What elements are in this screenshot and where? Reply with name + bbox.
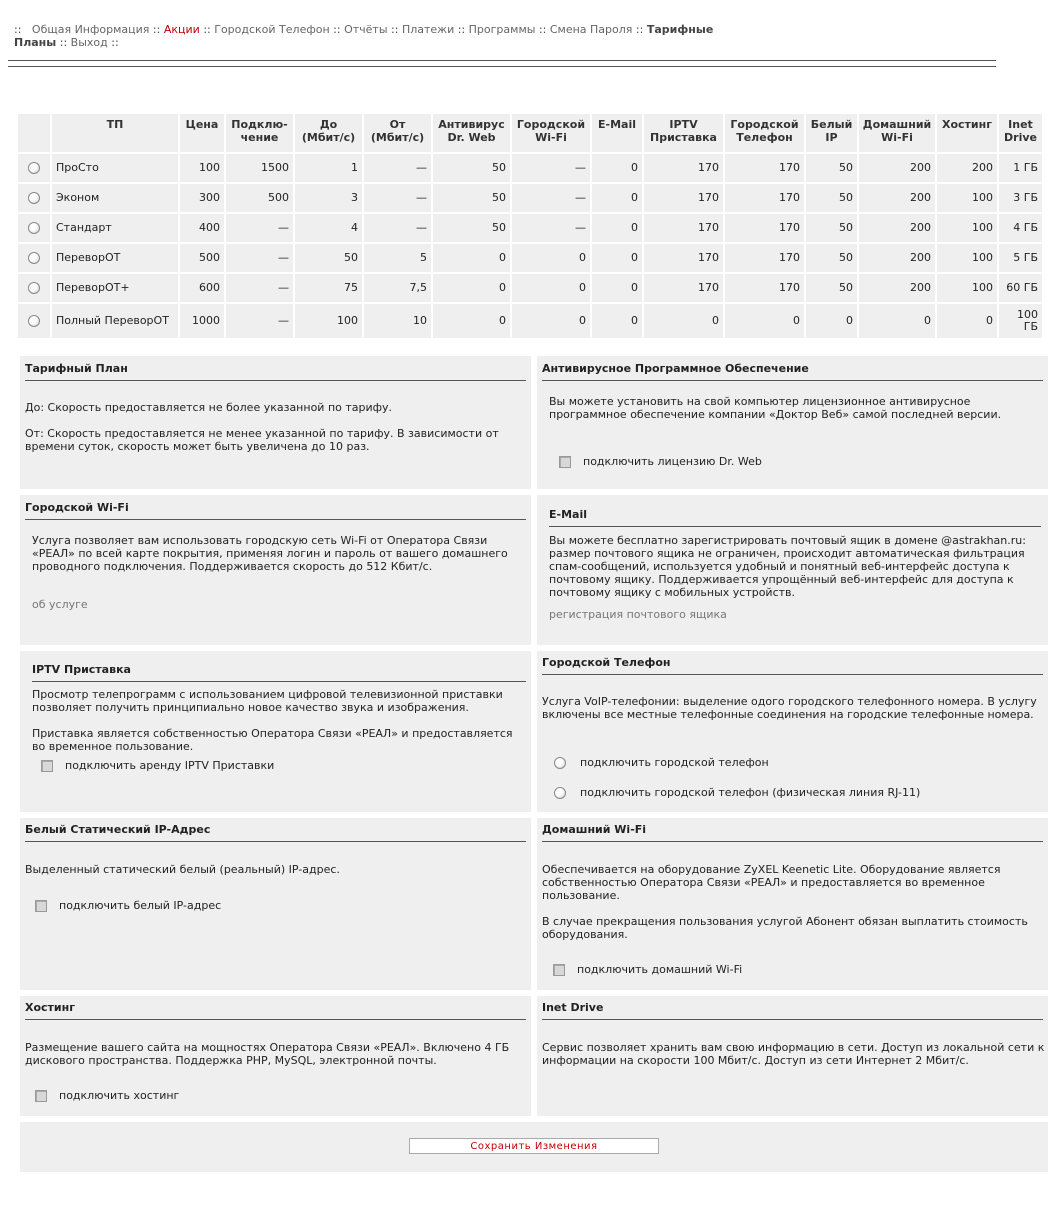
column-header-inet-drive: Inet Drive bbox=[999, 114, 1042, 152]
antivirus-panel bbox=[537, 356, 1048, 489]
save-panel bbox=[20, 1122, 1048, 1172]
nav-separator: :: bbox=[111, 36, 119, 49]
table-cell: 0 bbox=[512, 274, 590, 302]
column-header-home-wifi: Домашний Wi-Fi bbox=[859, 114, 935, 152]
city-wifi-panel bbox=[20, 495, 531, 645]
table-cell: 50 bbox=[806, 184, 857, 212]
email-panel bbox=[537, 495, 1048, 645]
tariff-radio[interactable] bbox=[28, 192, 40, 204]
top-navigation bbox=[14, 23, 744, 49]
table-cell: 100 bbox=[180, 154, 224, 182]
table-cell: 0 bbox=[512, 304, 590, 338]
tariff-radio[interactable] bbox=[28, 222, 40, 234]
table-cell: 50 bbox=[806, 244, 857, 272]
option-label: подключить аренду IPTV Приставки bbox=[65, 759, 275, 772]
panel-title: Тарифный План bbox=[25, 362, 526, 381]
table-row[interactable] bbox=[18, 304, 1042, 338]
row-select-cell bbox=[18, 184, 50, 212]
panel-title: Домашний Wi-Fi bbox=[542, 823, 1043, 842]
panel-title: Inet Drive bbox=[542, 1001, 1043, 1020]
column-header-select bbox=[18, 114, 50, 152]
nav-city-phone[interactable]: Городской Телефон bbox=[214, 23, 330, 36]
tariff-table bbox=[16, 112, 1044, 340]
table-cell: 0 bbox=[592, 274, 642, 302]
table-cell: 4 bbox=[295, 214, 362, 242]
iptv-panel bbox=[20, 651, 531, 812]
about-service-link[interactable]: об услуге bbox=[32, 598, 88, 611]
option-label: подключить белый IP-адрес bbox=[59, 899, 222, 912]
table-cell: 50 bbox=[433, 154, 510, 182]
nav-separator: :: bbox=[333, 23, 341, 36]
panel-text bbox=[25, 401, 525, 466]
nav-separator: :: bbox=[152, 23, 161, 36]
table-cell: 0 bbox=[725, 304, 804, 338]
table-cell: 170 bbox=[725, 184, 804, 212]
table-cell: 0 bbox=[592, 214, 642, 242]
table-cell: 0 bbox=[592, 154, 642, 182]
table-cell: — bbox=[512, 184, 590, 212]
table-cell: 50 bbox=[433, 184, 510, 212]
panel-title: Городской Wi-Fi bbox=[25, 501, 526, 520]
table-cell: — bbox=[226, 304, 293, 338]
nav-reports[interactable]: Отчёты bbox=[344, 23, 388, 36]
panel-text: Вы можете бесплатно зарегистрировать почтовый ящик в домене @astrakhan.ru: размер почтового ящика не ограничен, происходит автоматическая фильтрация спам-сообщений, используется удобный и понятный веб-интерфейс доступа к почтовому ящику. Поддерживается упрощённый веб-интерфейс для доступа к почтовому ящику с мобильных устройств. bbox=[549, 534, 1026, 599]
home-wifi-checkbox[interactable] bbox=[553, 964, 565, 976]
paragraph: Приставка является собственностью Оператора Связи «РЕАЛ» и предоставляется во временное пользование. bbox=[32, 727, 513, 753]
table-cell: 170 bbox=[644, 154, 723, 182]
nav-tariff-plans[interactable]: Тарифные Планы bbox=[14, 23, 714, 49]
panel-text: Выделенный статический белый (реальный) IP-адрес. bbox=[25, 863, 340, 876]
divider-line bbox=[8, 60, 996, 61]
table-cell: 1000 bbox=[180, 304, 224, 338]
table-cell: 3 ГБ bbox=[999, 184, 1042, 212]
table-cell: 4 ГБ bbox=[999, 214, 1042, 242]
table-header-row bbox=[18, 114, 1042, 152]
panel-title: E-Mail bbox=[549, 508, 1041, 527]
table-cell: — bbox=[364, 214, 431, 242]
panel-title: IPTV Приставка bbox=[32, 663, 526, 682]
panel-text: Услуга VoIP-телефонии: выделение одого городского телефонного номера. В услугу включены все местные телефонные соединения на городские телефонные номера. bbox=[542, 695, 1037, 721]
table-cell: 100 bbox=[937, 214, 997, 242]
table-cell: — bbox=[226, 274, 293, 302]
panel-title: Городской Телефон bbox=[542, 656, 1043, 675]
table-cell: 200 bbox=[937, 154, 997, 182]
table-cell: 50 bbox=[433, 214, 510, 242]
table-cell: 0 bbox=[592, 244, 642, 272]
table-cell: 50 bbox=[806, 214, 857, 242]
table-cell: 10 bbox=[364, 304, 431, 338]
nav-payments[interactable]: Платежи bbox=[401, 23, 455, 36]
table-cell: 170 bbox=[644, 214, 723, 242]
table-cell: 60 ГБ bbox=[999, 274, 1042, 302]
home-wifi-panel bbox=[537, 818, 1048, 990]
table-cell: 170 bbox=[644, 274, 723, 302]
white-ip-checkbox[interactable] bbox=[35, 900, 47, 912]
antivirus-option[interactable] bbox=[559, 455, 762, 468]
option-label: подключить лицензию Dr. Web bbox=[583, 455, 762, 468]
panel-text bbox=[32, 688, 526, 766]
table-row[interactable] bbox=[18, 244, 1042, 272]
table-cell: 170 bbox=[644, 184, 723, 212]
table-cell: 200 bbox=[859, 154, 935, 182]
table-cell: 0 bbox=[433, 304, 510, 338]
option-label: подключить городской телефон (физическая линия RJ-11) bbox=[580, 786, 921, 799]
table-cell: 0 bbox=[592, 184, 642, 212]
table-cell: 200 bbox=[859, 244, 935, 272]
inet-drive-panel bbox=[537, 996, 1048, 1116]
tariff-plan-panel bbox=[20, 356, 531, 489]
table-cell: 3 bbox=[295, 184, 362, 212]
nav-prefix: :: bbox=[14, 23, 22, 36]
table-cell: — bbox=[364, 184, 431, 212]
home-wifi-option[interactable] bbox=[553, 963, 742, 976]
column-header-iptv: IPTV Приставка bbox=[644, 114, 723, 152]
table-cell: 170 bbox=[725, 244, 804, 272]
table-cell: 0 bbox=[433, 244, 510, 272]
table-cell: 0 bbox=[512, 244, 590, 272]
table-row[interactable] bbox=[18, 154, 1042, 182]
table-cell: Стандарт bbox=[52, 214, 178, 242]
register-mailbox-link[interactable]: регистрация почтового ящика bbox=[549, 608, 727, 621]
hosting-option[interactable] bbox=[35, 1089, 179, 1102]
nav-separator: :: bbox=[538, 23, 547, 36]
table-cell: — bbox=[512, 154, 590, 182]
nav-logout[interactable]: Выход bbox=[70, 36, 108, 49]
panel-text: Услуга позволяет вам использовать городскую сеть Wi-Fi от Оператора Связи «РЕАЛ» по всей карте покрытия, применяя логин и пароль от вашего домашнего проводного подключения. Поддерживается скорость до 512 Кбит/с. bbox=[32, 534, 508, 573]
nav-separator: :: bbox=[457, 23, 466, 36]
table-cell: 1500 bbox=[226, 154, 293, 182]
table-cell: 400 bbox=[180, 214, 224, 242]
table-cell: 100 bbox=[937, 244, 997, 272]
table-cell: 170 bbox=[725, 214, 804, 242]
row-select-cell bbox=[18, 244, 50, 272]
table-cell: ПроСто bbox=[52, 154, 178, 182]
table-cell: 500 bbox=[180, 244, 224, 272]
table-cell: 0 bbox=[644, 304, 723, 338]
table-cell: Полный ПереворОТ bbox=[52, 304, 178, 338]
row-select-cell bbox=[18, 214, 50, 242]
divider-line bbox=[8, 66, 996, 67]
column-header-connection: Подклю- чение bbox=[226, 114, 293, 152]
table-cell: 200 bbox=[859, 274, 935, 302]
table-cell: 50 bbox=[806, 154, 857, 182]
table-row[interactable] bbox=[18, 184, 1042, 212]
paragraph: От: Скорость предоставляется не менее указанной по тарифу. В зависимости от времени суток, скорость может быть увеличена до 10 раз. bbox=[25, 427, 499, 453]
table-cell: 100 ГБ bbox=[999, 304, 1042, 338]
panel-title: Хостинг bbox=[25, 1001, 526, 1020]
nav-programs[interactable]: Программы bbox=[468, 23, 536, 36]
table-cell: 50 bbox=[295, 244, 362, 272]
row-select-cell bbox=[18, 304, 50, 338]
panel-title: Антивирусное Программное Обеспечение bbox=[542, 362, 1043, 381]
hosting-checkbox[interactable] bbox=[35, 1090, 47, 1102]
row-select-cell bbox=[18, 274, 50, 302]
table-cell: 100 bbox=[295, 304, 362, 338]
nav-separator: :: bbox=[635, 23, 644, 36]
option-label: подключить хостинг bbox=[59, 1089, 180, 1102]
panel-title: Белый Статический IP-Адрес bbox=[25, 823, 526, 842]
antivirus-checkbox[interactable] bbox=[559, 456, 571, 468]
option-label: подключить домашний Wi-Fi bbox=[577, 963, 743, 976]
column-header-antivirus: Антивирус Dr. Web bbox=[433, 114, 510, 152]
column-header-tp: ТП bbox=[52, 114, 178, 152]
table-cell: 170 bbox=[725, 154, 804, 182]
tariff-radio[interactable] bbox=[28, 315, 40, 327]
phone-radio-rj11[interactable] bbox=[554, 787, 566, 799]
white-ip-panel bbox=[20, 818, 531, 990]
phone-radio[interactable] bbox=[554, 757, 566, 769]
panel-text: Вы можете установить на свой компьютер лицензионное антивирусное программное обеспечение компании «Доктор Веб» самой последней версии. bbox=[549, 395, 1002, 421]
table-cell: 0 bbox=[859, 304, 935, 338]
table-cell: 0 bbox=[806, 304, 857, 338]
column-header-email: E-Mail bbox=[592, 114, 642, 152]
panel-text bbox=[542, 863, 1042, 954]
option-label: подключить городской телефон bbox=[580, 756, 769, 769]
nav-general-info[interactable]: Общая Информация bbox=[31, 23, 150, 36]
paragraph: В случае прекращения пользования услугой Абонент обязан выплатить стоимость оборудования. bbox=[542, 915, 1028, 941]
panel-text: Размещение вашего сайта на мощностях Оператора Связи «РЕАЛ». Включено 4 ГБ дискового пространства. Поддержка PHP, MySQL, электронной почты. bbox=[25, 1041, 510, 1067]
table-cell: — bbox=[364, 154, 431, 182]
iptv-option[interactable] bbox=[41, 759, 274, 772]
nav-separator: :: bbox=[59, 36, 68, 49]
panel-text: Сервис позволяет хранить вам свою информацию в сети. Доступ из локальной сети к информации на скорости 100 Мбит/с. Доступ из сети Интернет 2 Мбит/с. bbox=[542, 1041, 1045, 1067]
table-cell: 1 ГБ bbox=[999, 154, 1042, 182]
column-header-speed-min: От (Мбит/с) bbox=[364, 114, 431, 152]
nav-promotions[interactable]: Акции bbox=[163, 23, 200, 36]
white-ip-option[interactable] bbox=[35, 899, 221, 912]
paragraph: Обеспечивается на оборудование ZyXEL Keenetic Lite. Оборудование является собственностью Оператора Связи «РЕАЛ» и предоставляется во временное пользование. bbox=[542, 863, 1001, 902]
nav-separator: :: bbox=[203, 23, 211, 36]
column-header-speed-max: До (Мбит/с) bbox=[295, 114, 362, 152]
table-row[interactable] bbox=[18, 214, 1042, 242]
tariff-radio[interactable] bbox=[28, 282, 40, 294]
phone-option-2[interactable] bbox=[554, 786, 920, 799]
tariff-radio[interactable] bbox=[28, 252, 40, 264]
column-header-city-phone: Городской Телефон bbox=[725, 114, 804, 152]
table-cell: 0 bbox=[937, 304, 997, 338]
table-cell: — bbox=[226, 214, 293, 242]
table-cell: 5 bbox=[364, 244, 431, 272]
tariff-radio[interactable] bbox=[28, 162, 40, 174]
table-cell: 500 bbox=[226, 184, 293, 212]
table-cell: 200 bbox=[859, 214, 935, 242]
column-header-city-wifi: Городской Wi-Fi bbox=[512, 114, 590, 152]
table-cell: 75 bbox=[295, 274, 362, 302]
table-cell: — bbox=[226, 244, 293, 272]
table-cell: 170 bbox=[644, 244, 723, 272]
table-cell: 1 bbox=[295, 154, 362, 182]
table-cell: 7,5 bbox=[364, 274, 431, 302]
table-cell: 100 bbox=[937, 274, 997, 302]
column-header-white-ip: Белый IP bbox=[806, 114, 857, 152]
table-cell: 200 bbox=[859, 184, 935, 212]
table-cell: Эконом bbox=[52, 184, 178, 212]
table-cell: 600 bbox=[180, 274, 224, 302]
table-row[interactable] bbox=[18, 274, 1042, 302]
paragraph: До: Скорость предоставляется не более указанной по тарифу. bbox=[25, 401, 393, 414]
table-cell: 0 bbox=[592, 304, 642, 338]
table-cell: ПереворОТ bbox=[52, 244, 178, 272]
save-changes-button[interactable]: Сохранить Изменения bbox=[409, 1138, 659, 1154]
table-cell: 0 bbox=[433, 274, 510, 302]
nav-separator: :: bbox=[391, 23, 399, 36]
table-cell: 5 ГБ bbox=[999, 244, 1042, 272]
table-cell: — bbox=[512, 214, 590, 242]
row-select-cell bbox=[18, 154, 50, 182]
table-cell: 100 bbox=[937, 184, 997, 212]
paragraph: Просмотр телепрограмм с использованием цифровой телевизионной приставки позволяет получить принципиально новое качество звука и изображения. bbox=[32, 688, 503, 714]
table-cell: ПереворОТ+ bbox=[52, 274, 178, 302]
hosting-panel bbox=[20, 996, 531, 1116]
phone-option-1[interactable] bbox=[554, 756, 769, 769]
nav-change-password[interactable]: Смена Пароля bbox=[549, 23, 633, 36]
table-cell: 50 bbox=[806, 274, 857, 302]
column-header-hosting: Хостинг bbox=[937, 114, 997, 152]
city-phone-panel bbox=[537, 651, 1048, 812]
column-header-price: Цена bbox=[180, 114, 224, 152]
table-cell: 170 bbox=[725, 274, 804, 302]
table-cell: 300 bbox=[180, 184, 224, 212]
iptv-checkbox[interactable] bbox=[41, 760, 53, 772]
